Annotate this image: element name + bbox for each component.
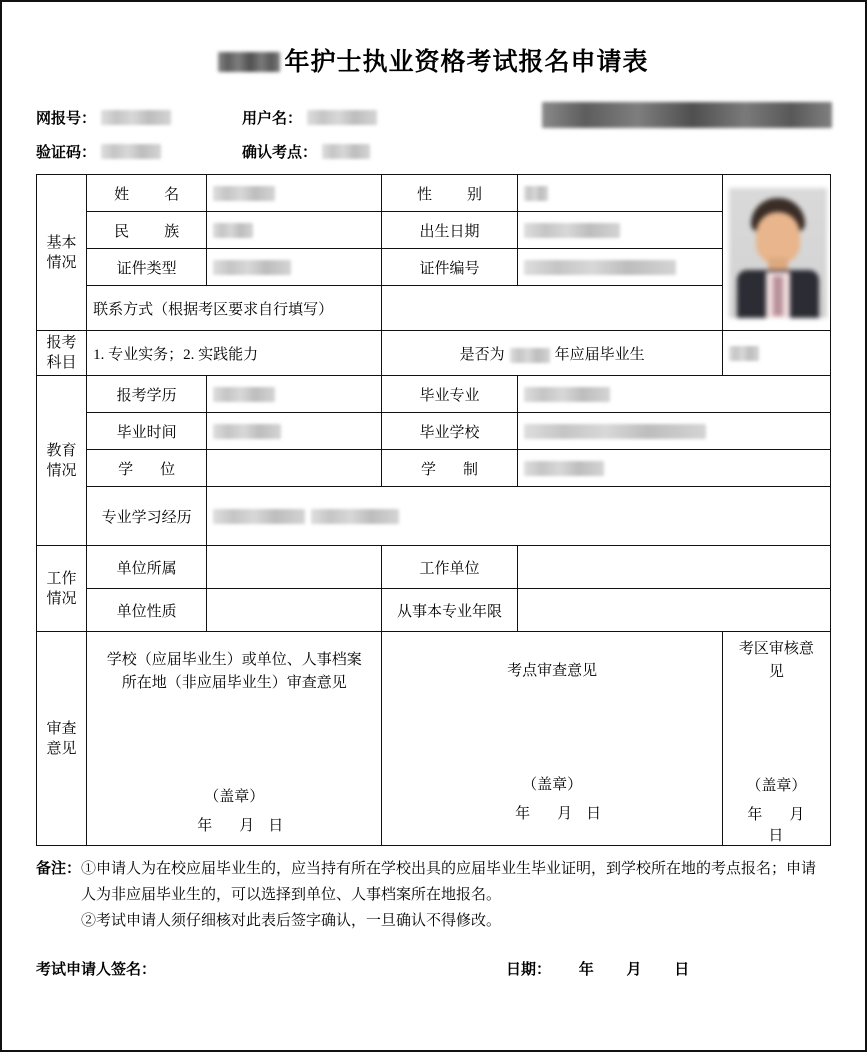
value-major xyxy=(517,376,830,413)
review-column-region-date: 年 月日 xyxy=(747,807,806,844)
table-row-basic-3 xyxy=(37,249,831,286)
label-academic-degree: 学 位 xyxy=(87,450,207,487)
label-fresh-graduate xyxy=(382,331,722,376)
field-online-number-label: 网报号： xyxy=(36,110,97,127)
field-verify-code-value xyxy=(101,144,161,159)
table-row-work-1 xyxy=(37,546,831,589)
application-table xyxy=(36,174,831,846)
value-fresh-graduate xyxy=(722,331,830,376)
table-row-basic-2 xyxy=(37,212,831,249)
table-row-edu-2 xyxy=(37,413,831,450)
label-work-unit: 工作单位 xyxy=(382,546,517,589)
signature-label: 考试申请人签名： xyxy=(36,962,157,978)
applicant-photo xyxy=(722,175,830,331)
review-column-region-seal: （盖章） xyxy=(746,778,807,794)
review-column-school-date: 年 月 日 xyxy=(197,817,285,834)
table-row-edu-1 xyxy=(37,376,831,413)
field-confirm-site-value xyxy=(322,144,370,159)
header-row-2 xyxy=(36,134,831,168)
signature-date-year: 年 xyxy=(578,962,594,978)
notes-label: 备注： xyxy=(36,861,82,877)
signature-row xyxy=(36,958,831,979)
label-graduation-date: 毕业时间 xyxy=(87,413,207,450)
notes-body xyxy=(81,856,831,934)
value-academic-degree xyxy=(207,450,382,487)
value-school-system xyxy=(517,450,830,487)
field-username-label: 用户名： xyxy=(242,110,303,127)
value-id-type xyxy=(207,249,382,286)
field-verify-code xyxy=(36,141,242,162)
page-title-text: 年护士执业资格考试报名申请表 xyxy=(284,49,649,76)
label-major: 毕业专业 xyxy=(382,376,517,413)
notes-line-1: ①申请人为在校应届毕业生的，应当持有所在学校出具的应届毕业生毕业证明，到学校所在地的考点报名；申请人为非应届毕业生的，可以选择到单位、人事档案所在地报名。 xyxy=(81,861,817,903)
value-id-number xyxy=(517,249,722,286)
review-column-school-title: 学校（应届毕业生）或单位、人事档案所在地（非应届毕业生）审查意见 xyxy=(106,651,362,691)
value-work-unit xyxy=(517,546,830,589)
section-label-review: 审查意见 xyxy=(37,632,87,846)
redacted-year xyxy=(218,52,280,72)
review-column-school xyxy=(87,632,382,846)
label-school-system: 学 制 xyxy=(382,450,517,487)
table-row-basic-1 xyxy=(37,175,831,212)
review-column-school-seal: （盖章） xyxy=(204,788,265,805)
field-verify-code-label: 验证码： xyxy=(36,144,97,161)
table-row-exam xyxy=(37,331,831,376)
value-birthdate xyxy=(517,212,722,249)
label-years-in-field: 从事本专业年限 xyxy=(382,589,517,632)
value-school xyxy=(517,413,830,450)
review-column-site-title: 考点审查意见 xyxy=(507,663,598,679)
redacted-banner xyxy=(537,102,827,130)
review-column-site xyxy=(382,632,722,846)
header-fields xyxy=(36,100,831,174)
table-row-edu-3 xyxy=(37,450,831,487)
field-confirm-site xyxy=(242,141,482,162)
review-column-region xyxy=(722,632,830,846)
section-label-exam: 报考科目 xyxy=(37,331,87,376)
redacted-banner-value xyxy=(542,102,832,128)
value-gender xyxy=(517,175,722,212)
signature-date-label: 日期： xyxy=(506,962,552,978)
field-online-number-value xyxy=(101,110,171,125)
value-study-history xyxy=(207,487,831,546)
value-ethnicity xyxy=(207,212,382,249)
field-username-value xyxy=(307,110,377,125)
label-unit-affiliation: 单位所属 xyxy=(87,546,207,589)
photo-image xyxy=(729,188,827,318)
value-graduation-date xyxy=(207,413,382,450)
label-id-number: 证件编号 xyxy=(382,249,517,286)
value-fresh-graduate-year xyxy=(510,348,550,363)
label-contact: 联系方式（根据考区要求自行填写） xyxy=(87,286,382,331)
section-label-work: 工作情况 xyxy=(37,546,87,632)
value-unit-nature xyxy=(207,589,382,632)
value-contact xyxy=(382,286,722,331)
notes-line-2: ②考试申请人须仔细核对此表后签字确认，一旦确认不得修改。 xyxy=(81,913,502,929)
label-degree-applied: 报考学历 xyxy=(87,376,207,413)
field-username xyxy=(242,107,482,128)
label-unit-nature: 单位性质 xyxy=(87,589,207,632)
value-unit-affiliation xyxy=(207,546,382,589)
signature-date-day: 日 xyxy=(674,962,690,978)
page-title xyxy=(36,42,831,78)
value-name xyxy=(207,175,382,212)
signature-date-month: 月 xyxy=(626,962,642,978)
label-name: 姓 名 xyxy=(87,175,207,212)
table-row-work-2 xyxy=(37,589,831,632)
review-column-site-seal: （盖章） xyxy=(522,777,583,793)
field-confirm-site-label: 确认考点： xyxy=(242,144,318,161)
value-degree-applied xyxy=(207,376,382,413)
field-online-number xyxy=(36,107,242,128)
value-years-in-field xyxy=(517,589,830,632)
label-id-type: 证件类型 xyxy=(87,249,207,286)
label-school: 毕业学校 xyxy=(382,413,517,450)
label-ethnicity: 民 族 xyxy=(87,212,207,249)
label-birthdate: 出生日期 xyxy=(382,212,517,249)
section-label-education: 教育情况 xyxy=(37,376,87,546)
table-row-study-history xyxy=(37,487,831,546)
notes-block xyxy=(36,856,831,934)
table-row-contact xyxy=(37,286,831,331)
review-column-site-date: 年 月 日 xyxy=(515,806,603,822)
signature-date xyxy=(506,958,689,979)
value-exam-subjects: 1. 专业实务；2. 实践能力 xyxy=(87,331,382,376)
label-fresh-graduate-suffix: 年应届毕业生 xyxy=(554,346,645,363)
label-gender: 性 别 xyxy=(382,175,517,212)
section-label-basic: 基本情况 xyxy=(37,175,87,331)
review-column-region-title: 考区审核意见 xyxy=(738,641,814,680)
table-row-review xyxy=(37,632,831,846)
label-study-history: 专业学习经历 xyxy=(87,487,207,546)
label-fresh-graduate-prefix: 是否为 xyxy=(459,346,505,363)
